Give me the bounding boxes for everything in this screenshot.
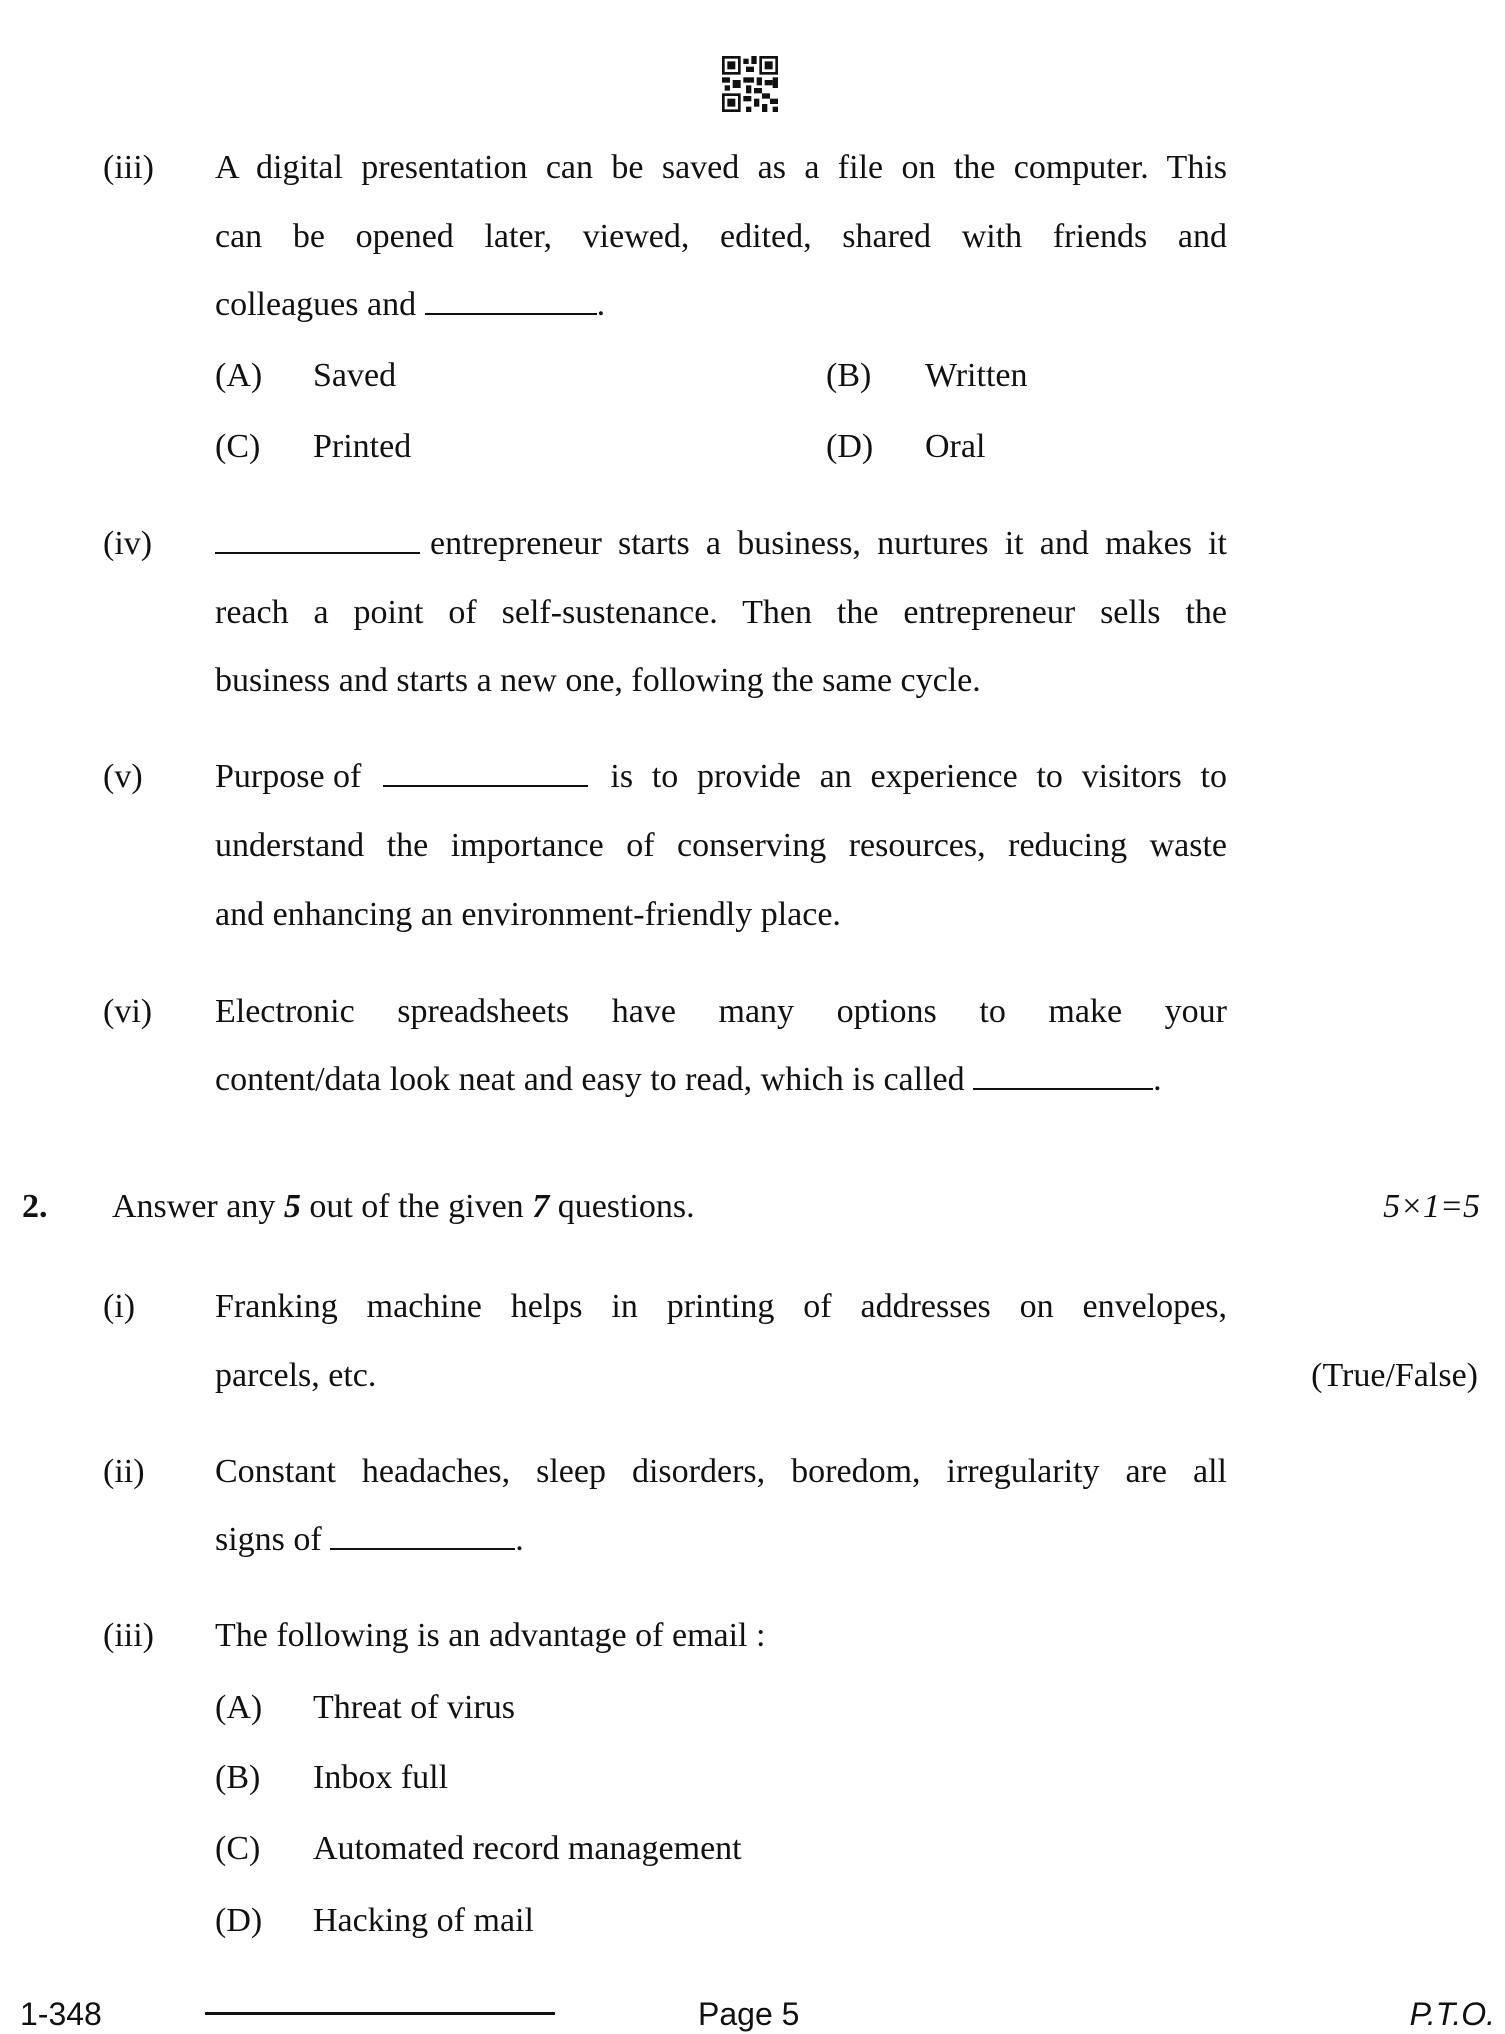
question-text-line: A digital presentation can be saved as a file on the computer. This xyxy=(215,149,1227,186)
question-text-line: understand the importance of conserving resources, reducing waste xyxy=(215,827,1227,864)
punctuation: . xyxy=(515,1521,524,1558)
question-number: 2. xyxy=(22,1188,48,1225)
option-text[interactable]: Oral xyxy=(925,428,986,465)
marks-allocation: 5×1=5 xyxy=(1383,1188,1480,1225)
punctuation: . xyxy=(1153,1061,1162,1098)
question-label: (iii) xyxy=(103,1617,154,1654)
question-label: (iv) xyxy=(103,525,153,562)
question-label: (iii) xyxy=(103,149,154,186)
question-text-line: The following is an advantage of email : xyxy=(215,1617,766,1654)
answer-blank[interactable] xyxy=(383,757,588,787)
question-text-line: Electronic spreadsheets have many options to make your xyxy=(215,993,1227,1030)
question-text: entrepreneur starts a business, nurtures it and makes it xyxy=(430,525,1227,562)
question-text-line: parcels, etc. xyxy=(215,1357,377,1394)
option-text[interactable]: Hacking of mail xyxy=(313,1902,534,1939)
question-text: content/data look neat and easy to read, which is called xyxy=(215,1061,965,1098)
punctuation: . xyxy=(596,286,606,323)
question-text-line xyxy=(215,285,605,325)
option-label: (C) xyxy=(215,428,261,465)
question-label: (v) xyxy=(103,758,143,795)
option-label: (D) xyxy=(826,428,874,465)
instruction-text: Answer any xyxy=(112,1188,276,1225)
question-label: (i) xyxy=(103,1288,136,1325)
question-text-line: Constant headaches, sleep disorders, boredom, irregularity are all xyxy=(215,1453,1227,1490)
question-text: Purpose of xyxy=(215,758,362,795)
option-label: (D) xyxy=(215,1902,263,1939)
footer-divider xyxy=(205,2012,555,2015)
option-text[interactable]: Printed xyxy=(313,428,412,465)
option-text[interactable]: Automated record management xyxy=(313,1830,742,1867)
instruction-total: 7 xyxy=(532,1188,550,1225)
question-text-line: and enhancing an environment-friendly place. xyxy=(215,896,841,933)
option-text[interactable]: Written xyxy=(925,357,1028,394)
answer-blank[interactable] xyxy=(973,1060,1153,1090)
answer-blank[interactable] xyxy=(330,1520,515,1550)
instruction-text: out of the given xyxy=(309,1188,524,1225)
question-text-line: reach a point of self-sustenance. Then the entrepreneur sells the xyxy=(215,594,1227,631)
question-text-line xyxy=(215,524,1227,564)
question-text-line xyxy=(215,1520,524,1560)
page-number: Page 5 xyxy=(698,1996,800,2032)
option-label: (B) xyxy=(826,357,872,394)
option-text[interactable]: Saved xyxy=(313,357,397,394)
instruction-count: 5 xyxy=(283,1188,301,1225)
question-text: colleagues and xyxy=(215,286,417,323)
option-label: (B) xyxy=(215,1759,261,1796)
question-label: (ii) xyxy=(103,1453,145,1490)
qr-code-icon xyxy=(722,56,778,112)
instruction-text: questions. xyxy=(557,1188,695,1225)
question-text: signs of xyxy=(215,1521,322,1558)
question-text-line: can be opened later, viewed, edited, shared with friends and xyxy=(215,218,1227,255)
option-text[interactable]: Threat of virus xyxy=(313,1689,516,1726)
option-text[interactable]: Inbox full xyxy=(313,1759,449,1796)
option-label: (C) xyxy=(215,1830,261,1867)
please-turn-over: P.T.O. xyxy=(1409,1996,1495,2032)
answer-blank[interactable] xyxy=(425,285,597,315)
option-label: (A) xyxy=(215,1689,263,1726)
question-text-line: Franking machine helps in printing of addresses on envelopes, xyxy=(215,1288,1227,1325)
question-text-line xyxy=(215,757,1227,797)
answer-blank[interactable] xyxy=(215,524,420,554)
option-label: (A) xyxy=(215,357,263,394)
answer-type: (True/False) xyxy=(1311,1357,1478,1394)
paper-code: 1-348 xyxy=(20,1996,102,2032)
question-text: is to provide an experience to visitors to xyxy=(610,758,1227,795)
question-text-line xyxy=(215,1060,1162,1100)
question-instruction xyxy=(112,1187,695,1227)
question-text-line: business and starts a new one, following the same cycle. xyxy=(215,662,981,699)
question-label: (vi) xyxy=(103,993,153,1030)
